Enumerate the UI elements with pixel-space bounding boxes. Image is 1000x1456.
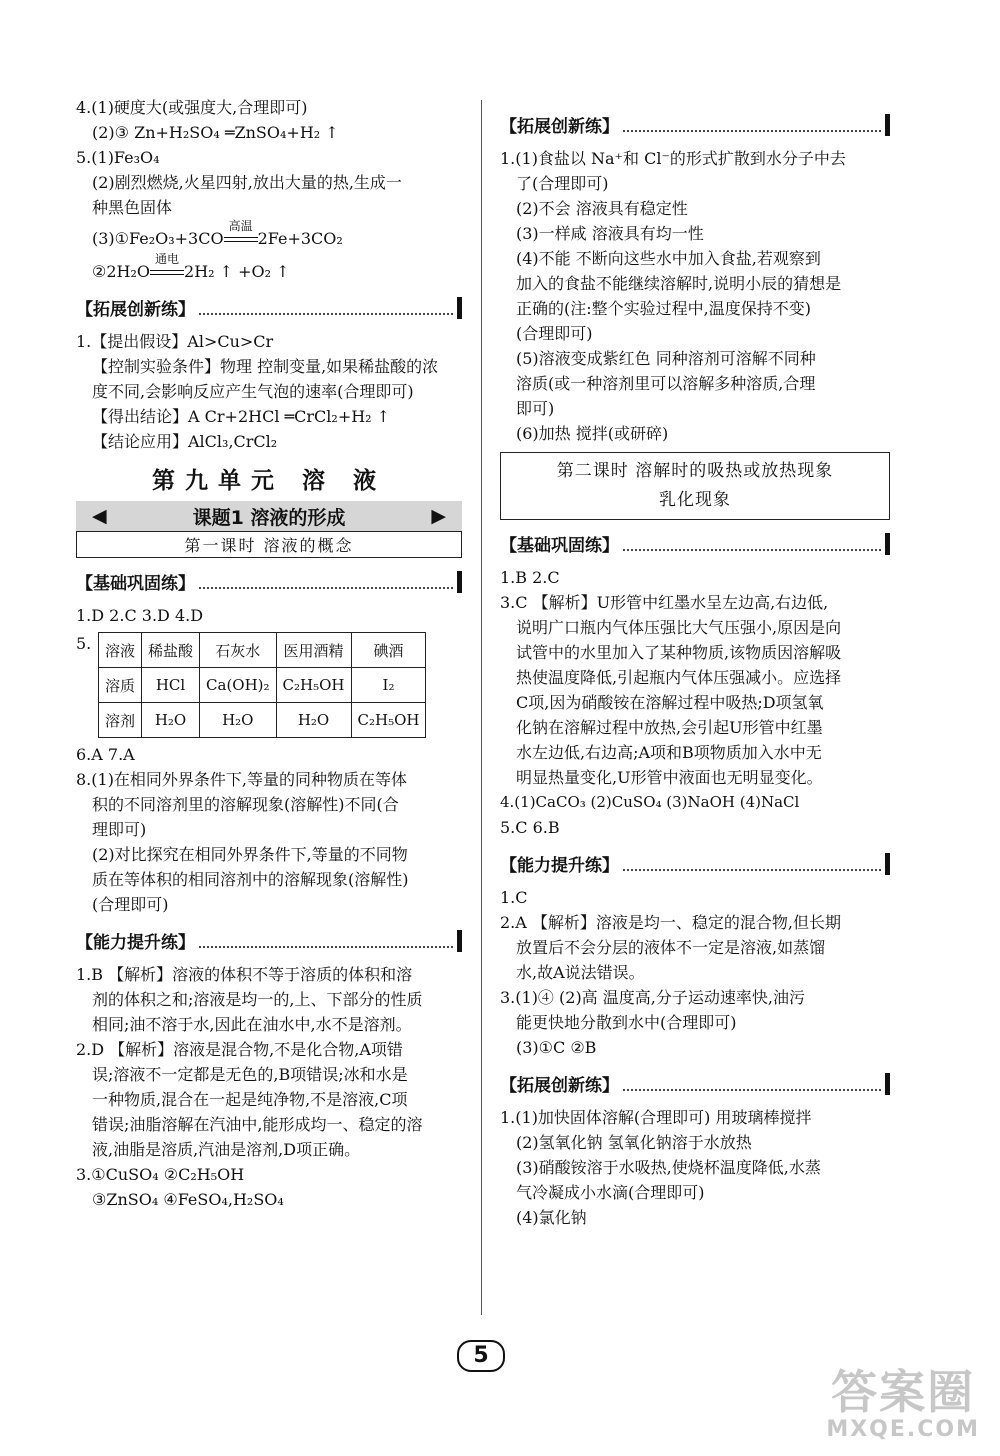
table-row — [99, 633, 426, 668]
answer-line: 误;溶液不一定都是无色的,B项错误;冰和水是 — [92, 1065, 408, 1084]
answer-line: 即可) — [516, 399, 555, 418]
answer-line: (4)不能 不断向这些水中加入食盐,若观察到 — [516, 249, 821, 268]
watermark-url: MXQE.COM — [826, 1417, 980, 1442]
answer-line: 明显热量变化,U形管中液面也无明显变化。 — [516, 768, 823, 787]
answer-line: 液,油脂是溶质,汽油是溶剂,D项正确。 — [92, 1140, 361, 1159]
section-end-bar — [885, 853, 890, 875]
lesson-subtitle: 乳化现象 — [659, 490, 731, 510]
table-cell: 溶剂 — [99, 703, 142, 738]
answer-line: 1.B 【解析】溶液的体积不等于溶质的体积和溶 — [76, 965, 413, 984]
answer-line: 8.(1)在相同外界条件下,等量的同种物质在等体 — [76, 770, 408, 789]
answer-line: 【控制实验条件】物理 控制变量,如果稀盐酸的浓 — [92, 357, 439, 376]
right-arrow-icon: ▶ — [431, 505, 446, 527]
section-title: 【能力提升练】 — [76, 933, 195, 953]
table-cell: HCl — [142, 668, 200, 703]
answer-line: 水左边低,右边高;A项和B项物质加入水中无 — [516, 743, 822, 762]
answer-line: 3.C 【解析】U形管中红墨水呈左边高,右边低, — [500, 593, 829, 612]
answer-line: 能更快地分散到水中(合理即可) — [516, 1013, 737, 1032]
equation-line — [76, 252, 462, 284]
answer-line: 一种物质,混合在一起是纯净物,不是溶液,C项 — [92, 1090, 408, 1109]
watermark-logo — [826, 1367, 980, 1442]
answer-line: 质在等体积的相同溶剂中的溶解现象(溶解性) — [92, 870, 409, 889]
section-header-extension — [500, 1071, 890, 1096]
answer-line: (4)氯化钠 — [516, 1208, 587, 1227]
answer-line: 溶质(或一种溶剂里可以溶解多种溶质,合理 — [516, 374, 816, 393]
answer-line: 2.A 【解析】溶液是均一、稳定的混合物,但长期 — [500, 913, 841, 932]
topic-title: 课题1 溶液的形成 — [192, 506, 346, 529]
answer-line: 5.(1)Fe₃O₄ — [76, 148, 160, 167]
lesson-title: 第一课时 溶液的概念 — [76, 531, 462, 558]
table-cell: C₂H₅OH — [351, 703, 426, 738]
topic-bar — [76, 501, 462, 531]
answer-line: 种黑色固体 — [92, 198, 173, 217]
section-header-basic — [76, 569, 462, 594]
answer-line: 5.C 6.B — [500, 818, 560, 837]
table-cell: 石灰水 — [200, 633, 277, 668]
answer-line: 水,故A说法错误。 — [516, 963, 645, 982]
answer-line: 热使温度降低,引起瓶内气体压强减小。应选择 — [516, 668, 842, 687]
section-end-bar — [885, 114, 890, 136]
table-row — [99, 703, 426, 738]
solution-table — [98, 632, 426, 738]
section-title: 【基础巩固练】 — [500, 536, 619, 556]
answer-line: (2)剧烈燃烧,火星四射,放出大量的热,生成一 — [92, 173, 402, 192]
answer-line: 相同;油不溶于水,因此在油水中,水不是溶剂。 — [92, 1015, 412, 1034]
answer-line: 说明广口瓶内气体压强比大气压强小,原因是向 — [516, 618, 842, 637]
answer-line: (合理即可) — [516, 324, 593, 343]
answer-line: 1.C — [500, 888, 528, 907]
section-header-basic — [500, 531, 890, 556]
section-title: 【能力提升练】 — [500, 856, 619, 876]
equation-line — [76, 219, 462, 251]
table-cell: H₂O — [276, 703, 351, 738]
table-cell: 溶质 — [99, 668, 142, 703]
table-cell: I₂ — [351, 668, 426, 703]
section-title: 【基础巩固练】 — [76, 574, 195, 594]
answer-line: 1.B 2.C — [500, 568, 560, 587]
reaction-condition: 高温 — [224, 226, 258, 251]
equation-reactants: (3)①Fe₂O₃+3CO — [92, 229, 224, 248]
section-header-extension — [76, 295, 462, 320]
section-header-extension — [500, 112, 890, 137]
answer-line: 错误;油脂溶解在汽油中,能形成均一、稳定的溶 — [92, 1115, 423, 1134]
reaction-condition: 通电 — [150, 259, 184, 284]
answer-line: 4.(1)硬度大(或强度大,合理即可) — [76, 98, 308, 117]
section-end-bar — [457, 297, 462, 319]
answer-line: (合理即可) — [92, 895, 169, 914]
section-end-bar — [457, 930, 462, 952]
table-cell: C₂H₅OH — [276, 668, 351, 703]
answer-line: 1.(1)加快固体溶解(合理即可) 用玻璃棒搅拌 — [500, 1108, 812, 1127]
equation-products: 2Fe+3CO₂ — [257, 229, 343, 248]
left-column — [76, 95, 462, 1212]
watermark-title: 答案圈 — [831, 1365, 976, 1419]
answer-line: 放置后不会分层的液体不一定是溶液,如蒸馏 — [516, 938, 826, 957]
question-5-table — [76, 632, 462, 738]
left-arrow-icon: ◀ — [92, 505, 107, 527]
answer-line: (3)一样咸 溶液具有均一性 — [516, 224, 704, 243]
section-title: 【拓展创新练】 — [76, 300, 195, 320]
table-cell: 溶液 — [99, 633, 142, 668]
answer-line: 理即可) — [92, 820, 147, 839]
answer-line: 气冷凝成小水滴(合理即可) — [516, 1183, 705, 1202]
answer-line: 3.①CuSO₄ ②C₂H₅OH — [76, 1165, 245, 1184]
answer-line: (6)加热 搅拌(或研碎) — [516, 424, 669, 443]
answer-line: (2)不会 溶液具有稳定性 — [516, 199, 688, 218]
unit-title: 第九单元 溶 液 — [151, 468, 386, 494]
equation-products: 2H₂ ↑ +O₂ ↑ — [184, 262, 290, 281]
answer-line: 加入的食盐不能继续溶解时,说明小辰的猜想是 — [516, 274, 842, 293]
answer-line: C项,因为硝酸铵在溶解过程中吸热;D项氢氧 — [516, 693, 824, 712]
table-cell: 医用酒精 — [276, 633, 351, 668]
answer-line: 剂的体积之和;溶液是均一的,上、下部分的性质 — [92, 990, 423, 1009]
table-row — [99, 668, 426, 703]
answer-line: 4.(1)CaCO₃ (2)CuSO₄ (3)NaOH (4)NaCl — [500, 793, 800, 811]
answer-line: 1.D 2.C 3.D 4.D — [76, 606, 204, 625]
section-end-bar — [885, 1073, 890, 1095]
answer-line: ③ZnSO₄ ④FeSO₄,H₂SO₄ — [92, 1190, 284, 1209]
answer-line: 【得出结论】A Cr+2HCl ═CrCl₂+H₂ ↑ — [92, 407, 391, 426]
table-cell: Ca(OH)₂ — [200, 668, 277, 703]
table-cell: H₂O — [142, 703, 200, 738]
section-title: 【拓展创新练】 — [500, 117, 619, 137]
answer-line: 1.(1)食盐以 Na⁺和 Cl⁻的形式扩散到水分子中去 — [500, 149, 846, 168]
answer-line: 度不同,会影响反应产生气泡的速率(合理即可) — [92, 382, 414, 401]
right-column — [500, 112, 890, 1230]
answer-line: 6.A 7.A — [76, 745, 135, 764]
answer-line: 【结论应用】AlCl₃,CrCl₂ — [92, 432, 278, 451]
answer-line: (5)溶液变成紫红色 同种溶剂可溶解不同种 — [516, 349, 816, 368]
answer-line: 积的不同溶剂里的溶解现象(溶解性)不同(合 — [92, 795, 399, 814]
answer-line: 3.(1)④ (2)高 温度高,分子运动速率快,油污 — [500, 988, 805, 1007]
section-title: 【拓展创新练】 — [500, 1076, 619, 1096]
lesson-title: 第二课时 溶解时的吸热或放热现象 — [556, 461, 834, 481]
answer-line: (2)③ Zn+H₂SO₄ ═ZnSO₄+H₂ ↑ — [92, 123, 339, 142]
equation-reactants: ②2H₂O — [92, 262, 151, 281]
table-cell: 稀盐酸 — [142, 633, 200, 668]
answer-line: 2.D 【解析】溶液是混合物,不是化合物,A项错 — [76, 1040, 403, 1059]
answer-line: (3)①C ②B — [516, 1038, 597, 1057]
answer-line: (2)对比探究在相同外界条件下,等量的不同物 — [92, 845, 408, 864]
section-header-ability — [500, 851, 890, 876]
section-end-bar — [885, 533, 890, 555]
answer-line: 1.【提出假设】Al>Cu>Cr — [76, 332, 274, 351]
lesson-title-box — [500, 452, 890, 520]
answer-line: 正确的(注:整个实验过程中,温度保持不变) — [516, 299, 811, 318]
question-number: 5. — [76, 634, 92, 653]
column-divider — [481, 100, 482, 1315]
answer-line: 试管中的水里加入了某种物质,该物质因溶解吸 — [516, 643, 842, 662]
answer-line: (2)氢氧化钠 氢氧化钠溶于水放热 — [516, 1133, 752, 1152]
answer-line: 了(合理即可) — [516, 174, 609, 193]
section-end-bar — [457, 571, 462, 593]
answer-line: (3)硝酸铵溶于水吸热,使烧杯温度降低,水蒸 — [516, 1158, 821, 1177]
table-cell: H₂O — [200, 703, 277, 738]
section-header-ability — [76, 928, 462, 953]
answer-line: 化钠在溶解过程中放热,会引起U形管中红墨 — [516, 718, 823, 737]
table-cell: 碘酒 — [351, 633, 426, 668]
page-number: 5 — [457, 1340, 505, 1372]
